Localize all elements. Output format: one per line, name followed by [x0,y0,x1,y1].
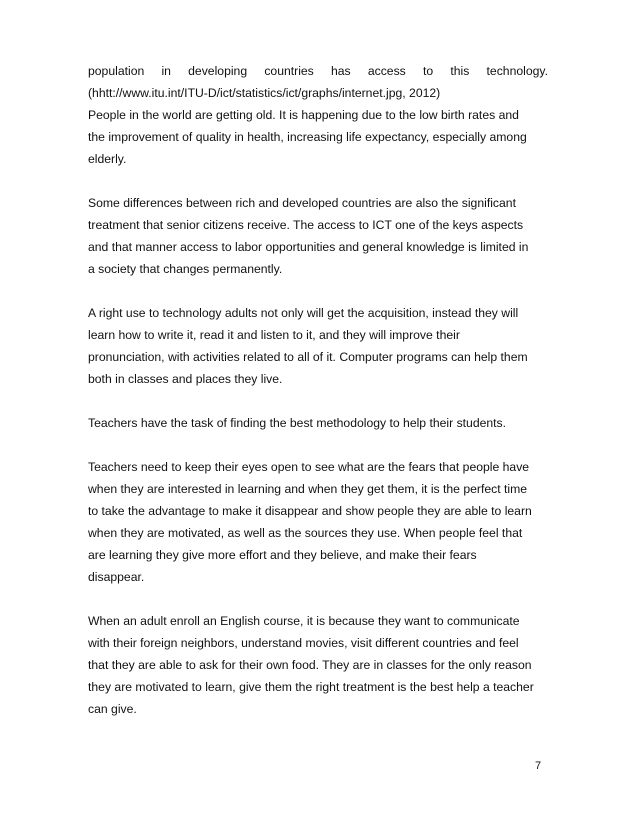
paragraph [88,610,548,720]
text-line: pronunciation, with activities related to all of it. Computer programs can help them [88,350,528,364]
text-line: they are motivated to learn, give them the right treatment is the best help a teacher [88,680,534,694]
text-line: Teachers need to keep their eyes open to see what are the fears that people have [88,460,530,474]
text-line: when they are interested in learning and when they get them, it is the perfect time [88,482,527,496]
text-line: when they are motivated, as well as the sources they use. When people feel that [88,526,523,540]
paragraph [88,192,548,280]
word: this [450,64,470,78]
text-line: are learning they give more effort and they believe, and make their fears [88,548,477,562]
text-line: the improvement of quality in health, increasing life expectancy, especially among [88,130,527,144]
text-line: can give. [88,702,137,716]
text-line: When an adult enroll an English course, it is because they want to communicate [88,614,520,628]
text-line: disappear. [88,570,145,584]
text-line: elderly. [88,152,127,166]
text-line [88,60,548,82]
text-line: a society that changes permanently. [88,262,283,276]
text-line: treatment that senior citizens receive. The access to ICT one of the keys aspects [88,218,524,232]
document-body [88,60,548,720]
paragraph [88,104,548,170]
text-line: with their foreign neighbors, understand movies, visit different countries and feel [88,636,519,650]
paragraph [88,302,548,390]
page-number: 7 [535,760,542,772]
text-line: People in the world are getting old. It is happening due to the low birth rates and [88,108,519,122]
word: in [161,64,171,78]
word: countries [264,64,314,78]
text-line: that they are able to ask for their own food. They are in classes for the only reason [88,658,532,672]
citation-line: (hhtt://www.itu.int/ITU-D/ict/statistics/ict/graphs/internet.jpg, 2012) [88,86,441,100]
word: developing [188,64,248,78]
word: technology. [486,64,548,78]
text-line: learn how to write it, read it and listen to it, and they will improve their [88,328,460,342]
text-line: A right use to technology adults not only will get the acquisition, instead they will [88,306,519,320]
word: to [422,64,434,78]
text-line: Teachers have the task of finding the best methodology to help their students. [88,416,507,430]
word: has [330,64,351,78]
text-line: Some differences between rich and developed countries are also the significant [88,196,516,210]
word: access [367,64,406,78]
text-line: both in classes and places they live. [88,372,283,386]
word: population [88,64,145,78]
text-line: to take the advantage to make it disappear and show people they are able to learn [88,504,532,518]
paragraph [88,412,548,434]
paragraph [88,60,548,104]
paragraph [88,456,548,588]
text-line: and that manner access to labor opportunities and general knowledge is limited in [88,240,529,254]
